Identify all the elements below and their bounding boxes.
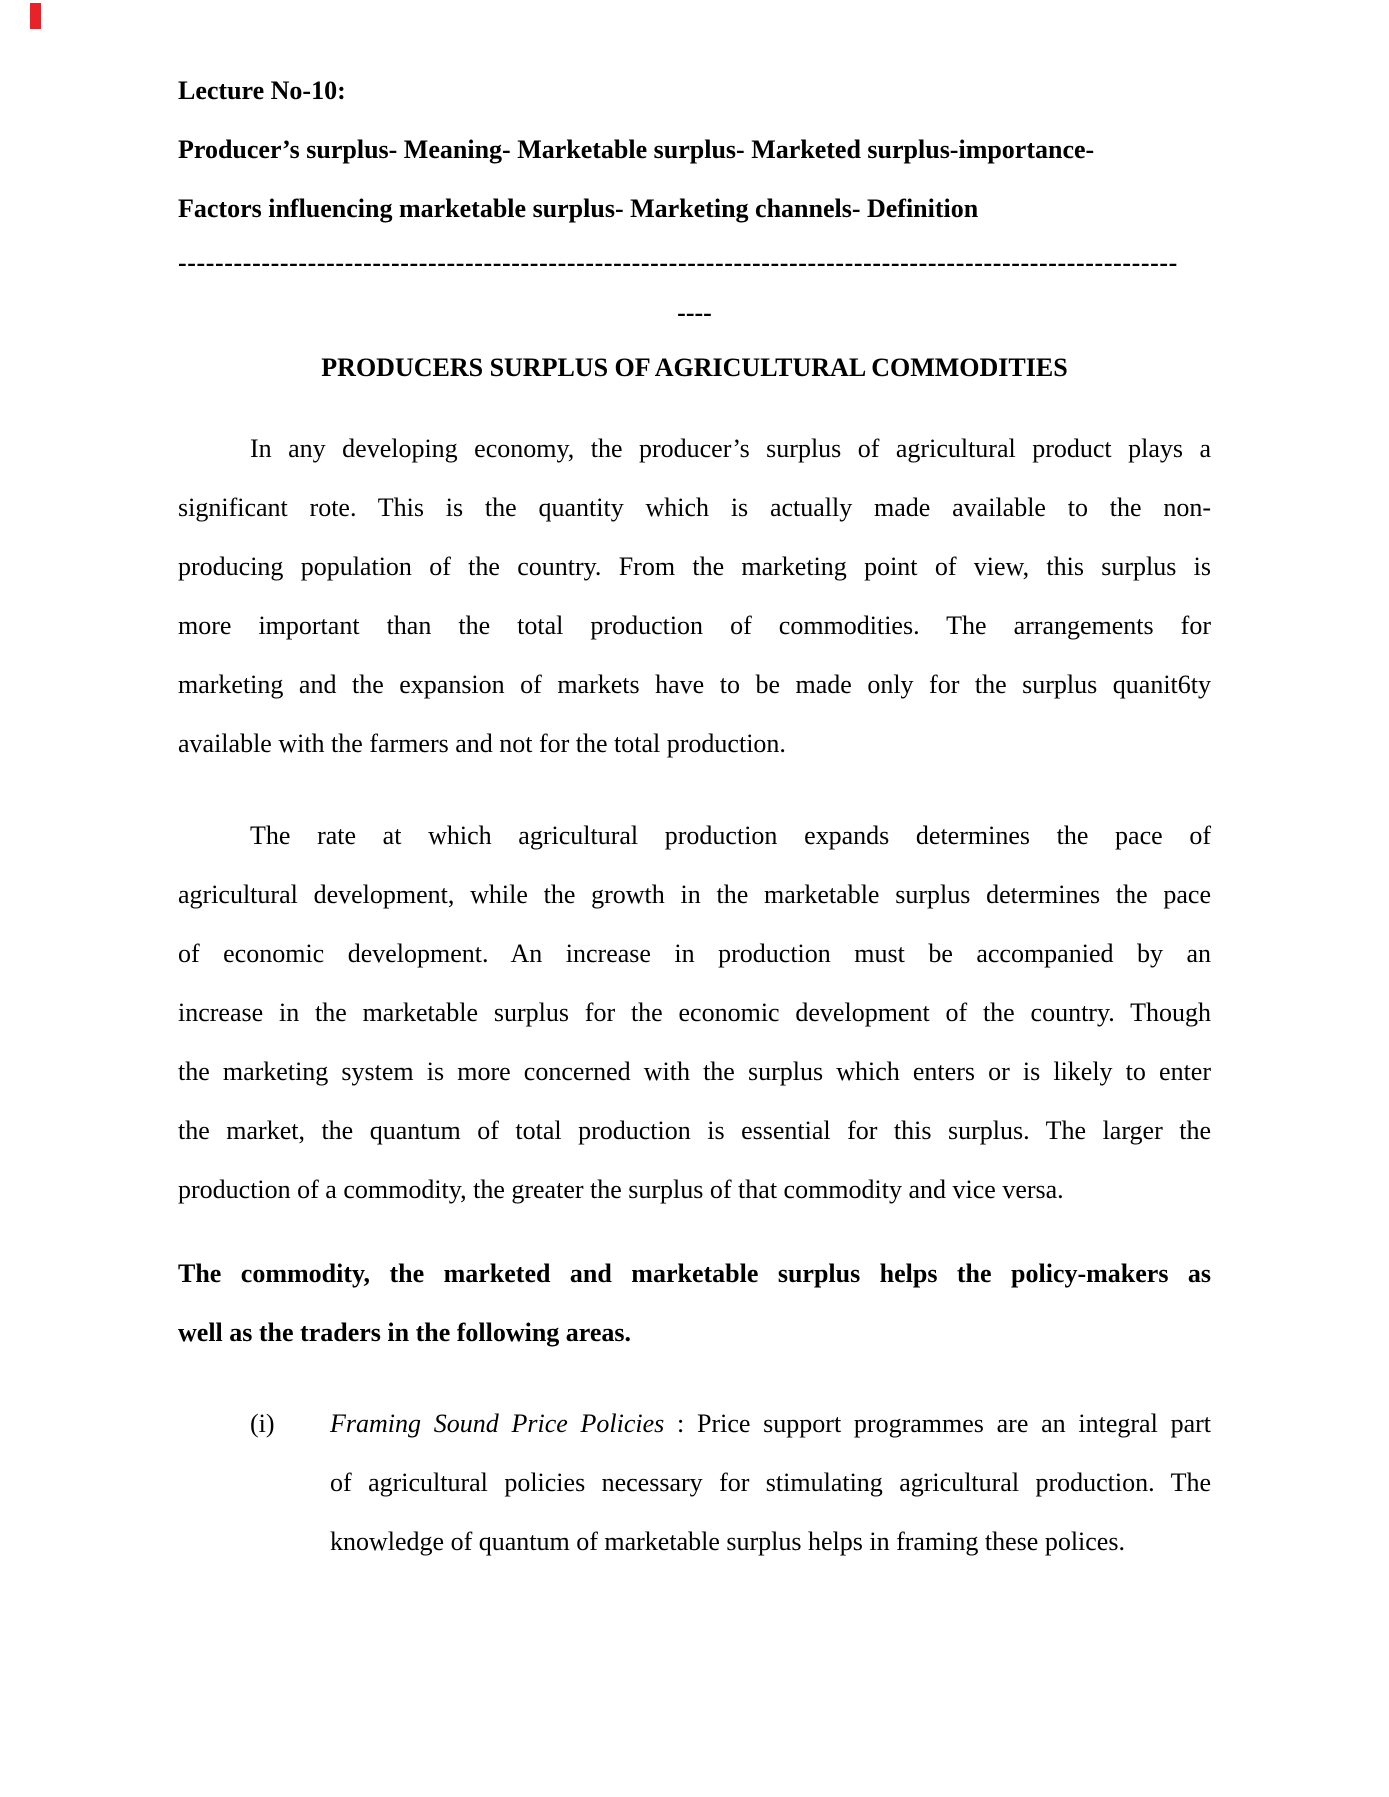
paragraph-line: The commodity, the marketed and marketable surplus helps the policy-makers as bbox=[178, 1259, 1211, 1288]
paragraph-line: The rate at which agricultural production expands determines the pace of bbox=[250, 821, 1211, 850]
list-item-line: of agricultural policies necessary for stimulating agricultural production. The bbox=[330, 1468, 1211, 1497]
lecture-topics-line2: Factors influencing marketable surplus- Marketing channels- Definition bbox=[178, 194, 979, 223]
paragraph-line: agricultural development, while the growth in the marketable surplus determines the pace bbox=[178, 880, 1211, 909]
document-content bbox=[178, 61, 1211, 1571]
red-marker bbox=[30, 3, 41, 29]
page-title: PRODUCERS SURPLUS OF AGRICULTURAL COMMODITIES bbox=[321, 353, 1068, 382]
paragraph-line: significant rote. This is the quantity which is actually made available to the non- bbox=[178, 493, 1211, 522]
paragraph-line: more important than the total production of commodities. The arrangements for bbox=[178, 611, 1211, 640]
list-item-title: Framing Sound Price Policies bbox=[330, 1409, 665, 1438]
paragraph-line: increase in the marketable surplus for the economic development of the country. Though bbox=[178, 998, 1211, 1027]
paragraph-line: producing population of the country. From the marketing point of view, this surplus is bbox=[178, 552, 1211, 581]
paragraph-line: well as the traders in the following areas. bbox=[178, 1318, 632, 1347]
list-item-framing-price-policies bbox=[178, 1394, 1211, 1571]
lecture-number: Lecture No-10: bbox=[178, 76, 346, 105]
dashed-separator-continuation: ---- bbox=[677, 298, 712, 327]
paragraph-line: the marketing system is more concerned with the surplus which enters or is likely to enter bbox=[178, 1057, 1211, 1086]
paragraph-producers-surplus bbox=[178, 419, 1211, 773]
paragraph-line: the market, the quantum of total production is essential for this surplus. The larger the bbox=[178, 1116, 1211, 1145]
paragraph-line: marketing and the expansion of markets have to be made only for the surplus quanit6ty bbox=[178, 670, 1211, 699]
list-item-marker: (i) bbox=[250, 1409, 275, 1438]
lecture-header bbox=[178, 61, 1211, 238]
list-item-text: : Price support programmes are an integral part bbox=[664, 1409, 1211, 1438]
paragraph-policy-makers bbox=[178, 1244, 1211, 1362]
paragraph-line: available with the farmers and not for the total production. bbox=[178, 729, 786, 758]
dashed-separator: ------------------------------------------------------------------------------------------------------------ bbox=[178, 248, 1178, 277]
paragraph-line: In any developing economy, the producer’s surplus of agricultural product plays a bbox=[250, 434, 1211, 463]
list-item-line: knowledge of quantum of marketable surplus helps in framing these polices. bbox=[330, 1527, 1125, 1556]
paragraph-line: production of a commodity, the greater the surplus of that commodity and vice versa. bbox=[178, 1175, 1064, 1204]
lecture-topics-line1: Producer’s surplus- Meaning- Marketable surplus- Marketed surplus-importance- bbox=[178, 135, 1095, 164]
list-item-line bbox=[330, 1394, 1211, 1453]
paragraph-line: of economic development. An increase in production must be accompanied by an bbox=[178, 939, 1211, 968]
paragraph-production-rate bbox=[178, 806, 1211, 1219]
